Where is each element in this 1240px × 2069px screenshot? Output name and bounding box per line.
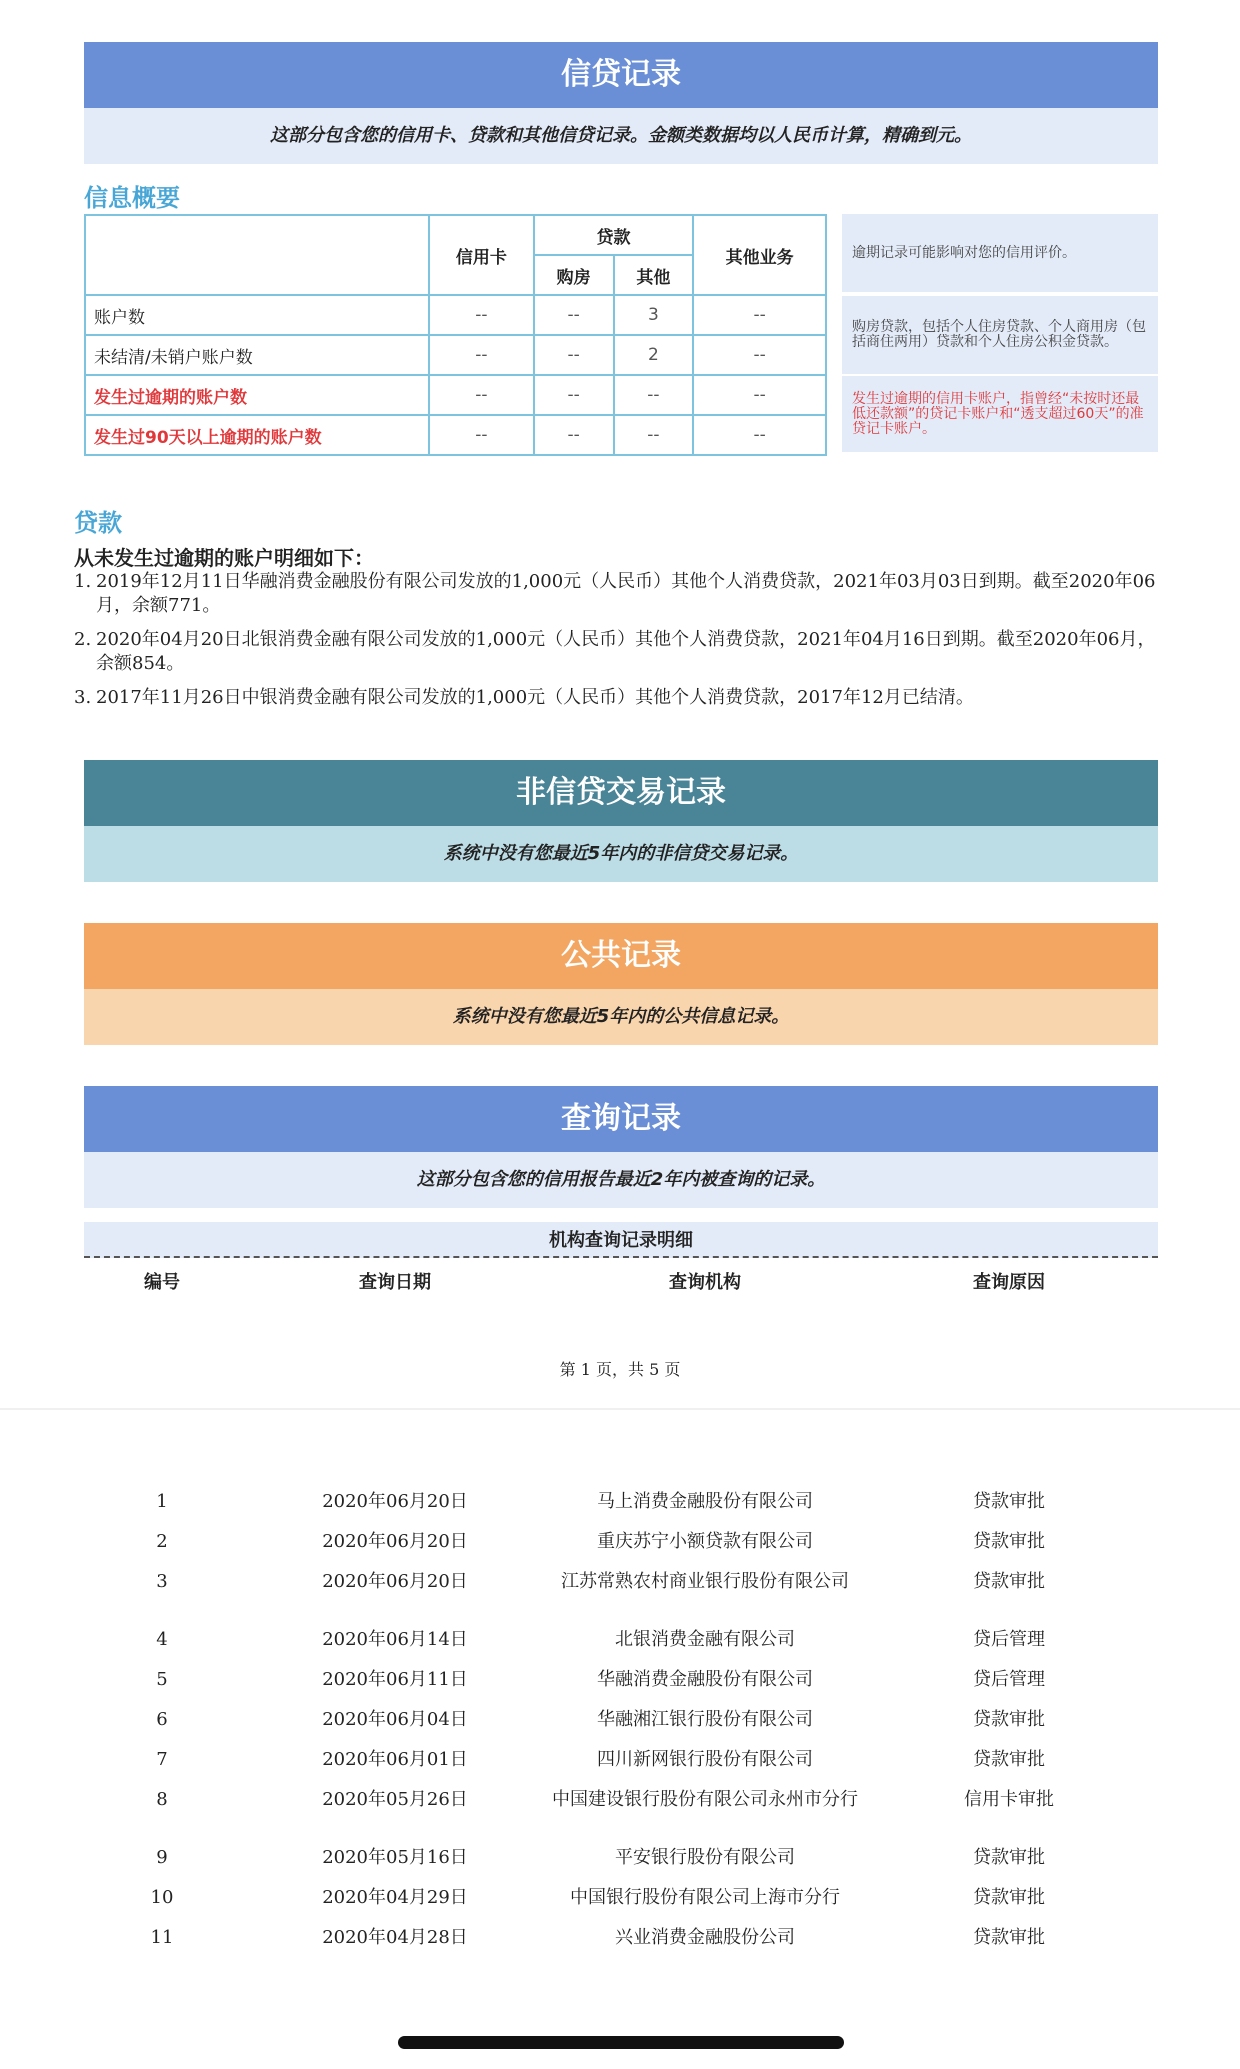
- table-row: [85, 375, 826, 415]
- non-credit-section-title: 非信贷交易记录: [84, 760, 1158, 826]
- list-item: [74, 686, 1164, 710]
- cell-num: 9: [156, 1847, 168, 1868]
- header-loan: 贷款: [534, 215, 694, 255]
- query-section-title: 查询记录: [84, 1086, 1158, 1152]
- cell-value: --: [693, 415, 826, 455]
- cell-org: 重庆苏宁小额贷款有限公司: [597, 1531, 813, 1552]
- credit-section-title: 信贷记录: [84, 42, 1158, 108]
- cell-value: --: [693, 295, 826, 335]
- header-housing: 购房: [534, 255, 614, 295]
- cell-num: 8: [156, 1789, 168, 1810]
- cell-value: --: [534, 375, 614, 415]
- list-text: 2017年11月26日中银消费金融有限公司发放的1,000元（人民币）其他个人消费贷款，2017年12月已结清。: [96, 687, 974, 708]
- column-header-num: 编号: [144, 1272, 180, 1293]
- cell-num: 4: [156, 1629, 168, 1650]
- row-label: 账户数: [85, 295, 429, 335]
- home-indicator[interactable]: [398, 2036, 844, 2049]
- cell-org: 兴业消费金融股份公司: [615, 1927, 795, 1948]
- cell-org: 华融湘江银行股份有限公司: [597, 1709, 813, 1730]
- cell-org: 北银消费金融有限公司: [615, 1629, 795, 1650]
- credit-section-description: 这部分包含您的信用卡、贷款和其他信贷记录。金额类数据均以人民币计算，精确到元。: [84, 108, 1158, 164]
- summary-table: [84, 214, 827, 456]
- cell-date: 2020年06月01日: [322, 1749, 468, 1770]
- cell-org: 中国建设银行股份有限公司永州市分行: [552, 1789, 858, 1810]
- cell-reason: 贷款审批: [973, 1887, 1045, 1908]
- column-header-org: 查询机构: [669, 1272, 741, 1293]
- page-divider: [0, 1408, 1240, 1410]
- cell-value: --: [693, 335, 826, 375]
- cell-num: 2: [156, 1531, 168, 1552]
- note-text: 发生过逾期的信用卡账户，指曾经“未按时还最低还款额”的贷记卡账户和“透支超过60天”的准贷记卡账户。: [852, 390, 1144, 437]
- cell-org: 华融消费金融股份有限公司: [597, 1669, 813, 1690]
- page-number: 第 1 页，共 5 页: [559, 1360, 681, 1379]
- cell-org: 四川新网银行股份有限公司: [597, 1749, 813, 1770]
- cell-value: --: [693, 375, 826, 415]
- cell-org: 中国银行股份有限公司上海市分行: [570, 1887, 840, 1908]
- cell-date: 2020年06月14日: [322, 1629, 468, 1650]
- cell-value: --: [429, 335, 534, 375]
- list-number: 1.: [74, 571, 92, 592]
- summary-note-credit-card: [842, 376, 1158, 452]
- cell-org: 平安银行股份有限公司: [615, 1847, 795, 1868]
- summary-blank-header: [85, 215, 429, 295]
- summary-note-housing: [842, 296, 1158, 374]
- loan-list: [74, 570, 1164, 720]
- cell-reason: 贷款审批: [973, 1847, 1045, 1868]
- summary-note-overdue: [842, 214, 1158, 292]
- header-other-business: 其他业务: [693, 215, 826, 295]
- loans-title: 贷款: [74, 509, 122, 537]
- cell-reason: 信用卡审批: [964, 1789, 1054, 1810]
- cell-reason: 贷后管理: [973, 1629, 1045, 1650]
- cell-date: 2020年05月26日: [322, 1789, 468, 1810]
- cell-num: 5: [156, 1669, 168, 1690]
- row-label: 发生过逾期的账户数: [85, 375, 429, 415]
- cell-reason: 贷款审批: [973, 1927, 1045, 1948]
- list-number: 3.: [74, 687, 92, 708]
- column-header-reason: 查询原因: [973, 1272, 1045, 1293]
- cell-date: 2020年04月28日: [322, 1927, 468, 1948]
- cell-num: 6: [156, 1709, 168, 1730]
- cell-value: --: [614, 415, 694, 455]
- query-column-headers: [84, 1268, 1158, 1298]
- cell-value: --: [429, 375, 534, 415]
- cell-num: 1: [156, 1491, 168, 1512]
- cell-value: --: [534, 335, 614, 375]
- cell-value: --: [534, 415, 614, 455]
- header-other: 其他: [614, 255, 694, 295]
- note-text: 购房贷款，包括个人住房贷款、个人商用房（包括商住两用）贷款和个人住房公积金贷款。: [852, 319, 1146, 350]
- summary-header-row: [85, 215, 826, 255]
- loans-intro: 从未发生过逾期的账户明细如下：: [74, 546, 374, 570]
- list-text: 2020年04月20日北银消费金融有限公司发放的1,000元（人民币）其他个人消费贷款，2021年04月16日到期。截至2020年06月，余额854。: [96, 629, 1156, 674]
- public-records-title: 公共记录: [84, 923, 1158, 989]
- list-text: 2019年12月11日华融消费金融股份有限公司发放的1,000元（人民币）其他个人消费贷款，2021年03月03日到期。截至2020年06月，余额771。: [96, 571, 1156, 616]
- query-section-description: 这部分包含您的信用报告最近2年内被查询的记录。: [84, 1152, 1158, 1208]
- cell-date: 2020年05月16日: [322, 1847, 468, 1868]
- cell-value: --: [614, 375, 694, 415]
- cell-date: 2020年04月29日: [322, 1887, 468, 1908]
- cell-value: --: [429, 415, 534, 455]
- cell-date: 2020年06月20日: [322, 1571, 468, 1592]
- cell-date: 2020年06月20日: [322, 1531, 468, 1552]
- cell-reason: 贷款审批: [973, 1571, 1045, 1592]
- cell-value: --: [534, 295, 614, 335]
- list-item: [74, 570, 1164, 618]
- table-row: [85, 415, 826, 455]
- cell-date: 2020年06月11日: [322, 1669, 468, 1690]
- table-row: [85, 295, 826, 335]
- cell-num: 7: [156, 1749, 168, 1770]
- note-text: 逾期记录可能影响对您的信用评价。: [852, 244, 1076, 261]
- cell-date: 2020年06月04日: [322, 1709, 468, 1730]
- query-subheader: 机构查询记录明细: [84, 1222, 1158, 1258]
- table-row: [85, 335, 826, 375]
- row-label: 未结清/未销户账户数: [85, 335, 429, 375]
- cell-reason: 贷款审批: [973, 1709, 1045, 1730]
- list-number: 2.: [74, 629, 92, 650]
- cell-value: --: [429, 295, 534, 335]
- public-records-description: 系统中没有您最近5年内的公共信息记录。: [84, 989, 1158, 1045]
- cell-reason: 贷后管理: [973, 1669, 1045, 1690]
- cell-reason: 贷款审批: [973, 1531, 1045, 1552]
- summary-title: 信息概要: [84, 184, 180, 212]
- cell-org: 江苏常熟农村商业银行股份有限公司: [561, 1571, 849, 1592]
- row-label: 发生过90天以上逾期的账户数: [85, 415, 429, 455]
- cell-num: 10: [150, 1887, 174, 1908]
- cell-value: 2: [614, 335, 694, 375]
- cell-reason: 贷款审批: [973, 1491, 1045, 1512]
- cell-org: 马上消费金融股份有限公司: [597, 1491, 813, 1512]
- header-credit-card: 信用卡: [429, 215, 534, 295]
- cell-reason: 贷款审批: [973, 1749, 1045, 1770]
- cell-date: 2020年06月20日: [322, 1491, 468, 1512]
- cell-num: 11: [150, 1927, 174, 1948]
- column-header-date: 查询日期: [359, 1272, 431, 1293]
- cell-value: 3: [614, 295, 694, 335]
- non-credit-section-description: 系统中没有您最近5年内的非信贷交易记录。: [84, 826, 1158, 882]
- list-item: [74, 628, 1164, 676]
- cell-num: 3: [156, 1571, 168, 1592]
